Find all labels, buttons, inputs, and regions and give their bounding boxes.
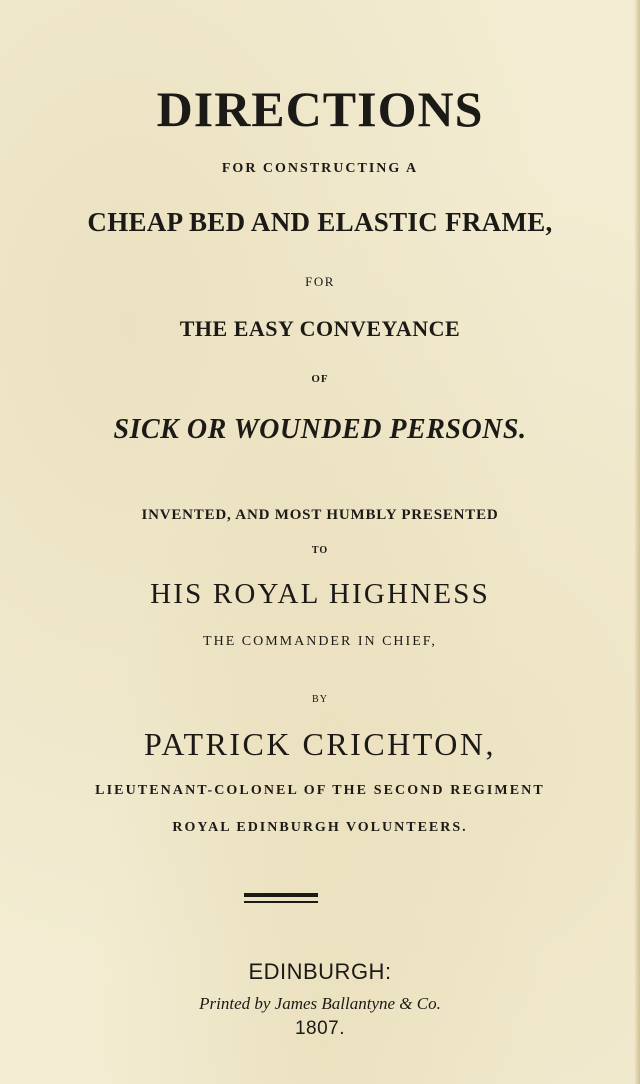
imprint-place: EDINBURGH: bbox=[248, 959, 392, 984]
subtitle-cheap-bed: CHEAP BED AND ELASTIC FRAME, bbox=[87, 207, 553, 237]
imprint-printer: Printed by James Ballantyne & Co. bbox=[199, 994, 441, 1013]
author-regiment: ROYAL EDINBURGH VOLUNTEERS. bbox=[172, 820, 468, 835]
dedication-invented: INVENTED, AND MOST HUMBLY PRESENTED bbox=[141, 507, 499, 523]
subtitle-for: FOR bbox=[305, 274, 335, 289]
author-by: BY bbox=[312, 694, 328, 705]
dedication-royal-highness: HIS ROYAL HIGHNESS bbox=[150, 578, 490, 610]
page-title: DIRECTIONS bbox=[156, 81, 484, 137]
dedication-to: TO bbox=[311, 545, 329, 556]
author-title: LIEUTENANT-COLONEL OF THE SECOND REGIMENT bbox=[95, 783, 545, 798]
author-name: PATRICK CRICHTON, bbox=[144, 726, 496, 762]
divider-rule-thin bbox=[244, 901, 318, 903]
subtitle-sick-wounded: SICK OR WOUNDED PERSONS. bbox=[113, 414, 527, 445]
imprint-year: 1807. bbox=[294, 1018, 346, 1039]
subtitle-of: OF bbox=[311, 373, 329, 385]
subtitle-for-constructing: FOR CONSTRUCTING A bbox=[221, 161, 419, 176]
divider-rule-thick bbox=[244, 893, 318, 897]
dedication-commander: THE COMMANDER IN CHIEF, bbox=[203, 634, 437, 649]
subtitle-easy-conveyance: THE EASY CONVEYANCE bbox=[179, 316, 461, 341]
